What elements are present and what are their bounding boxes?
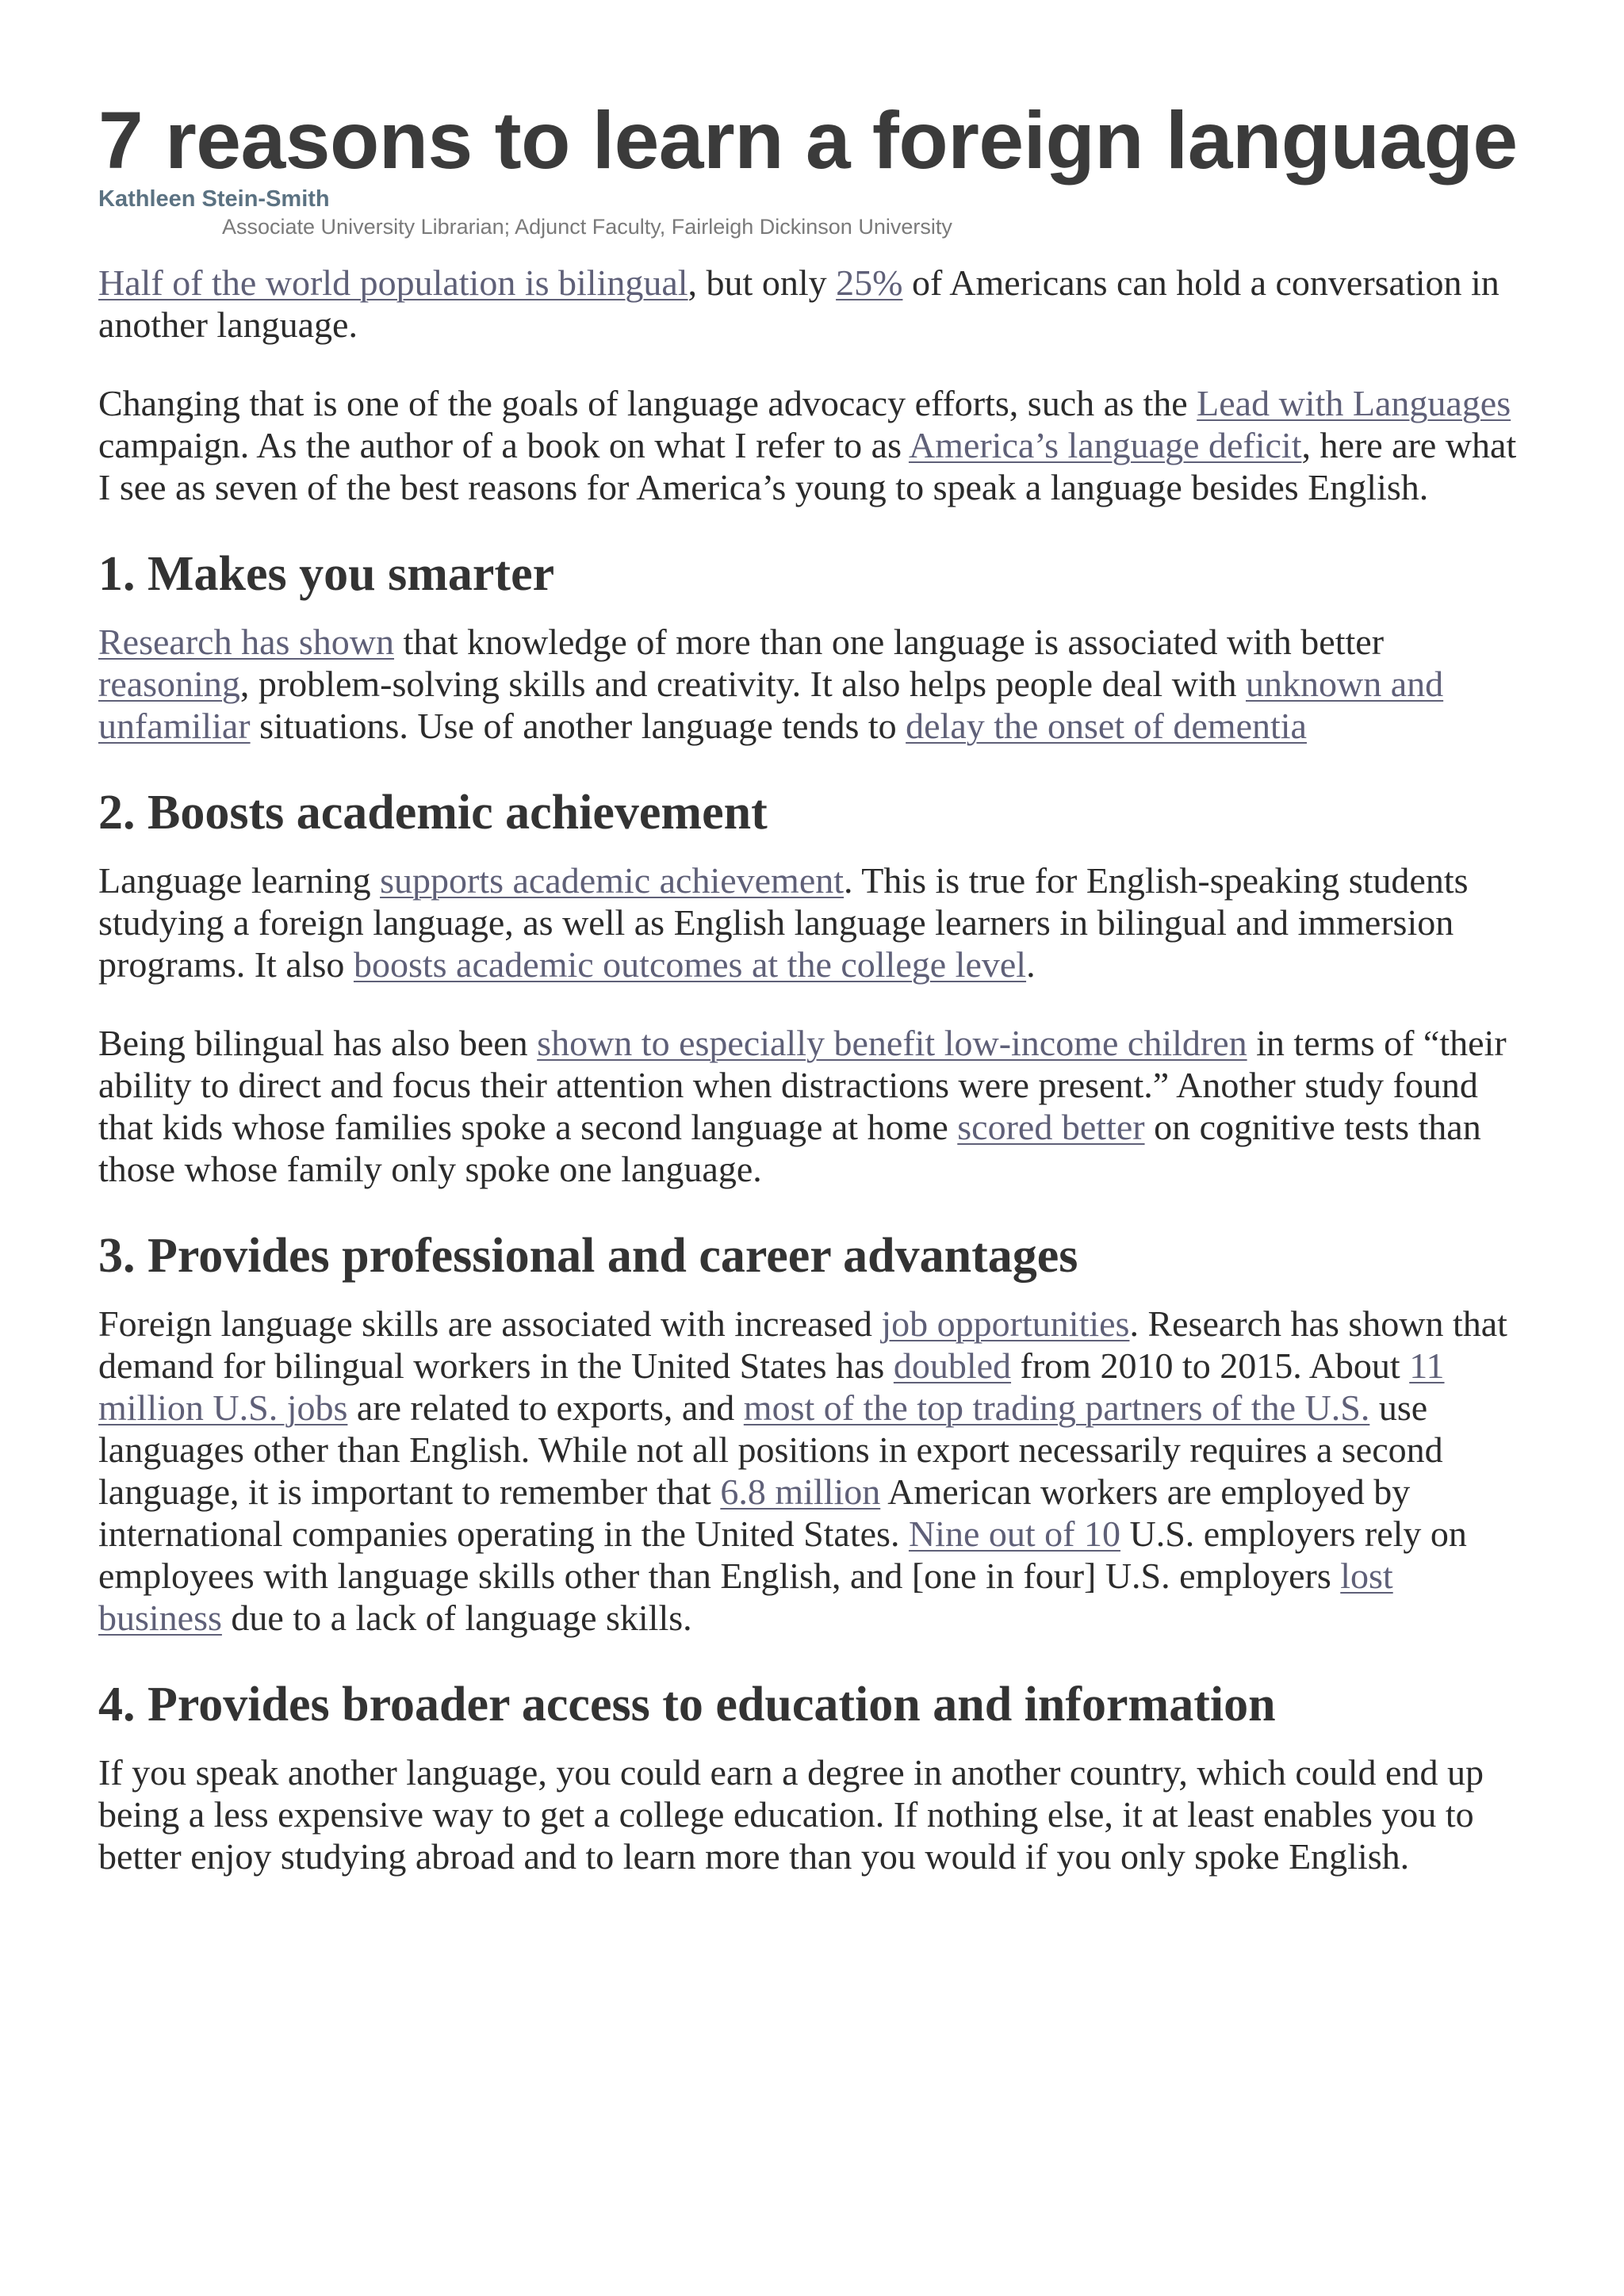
section-2-paragraph-1: Language learning supports academic achievement. This is true for English-speaking students studying a foreign language, as well as English language learners in bilingual and immersion programs. It also boosts academic outcomes at the college level. (98, 860, 1469, 985)
link-supports-academic-achievement[interactable]: supports academic achievement (380, 860, 845, 901)
link-bilingual-population[interactable]: Half of the world population is bilingual (98, 262, 688, 303)
section-heading-2: 2. Boosts academic achievement (98, 786, 768, 840)
link-lost-business[interactable]: lost business (98, 1556, 1393, 1638)
link-nine-out-of-10[interactable]: Nine out of 10 (908, 1513, 1120, 1554)
section-4-paragraph: If you speak another language, you could earn a degree in another country, which could end up being a less expensive way to get a college education. If nothing else, it at least enables you to better enjoy studying abroad and to learn more than you would if you only spoke English. (98, 1752, 1484, 1877)
link-11-million-jobs[interactable]: 11 million U.S. jobs (98, 1345, 1445, 1428)
link-trading-partners[interactable]: most of the top trading partners of the U.S. (743, 1387, 1370, 1428)
intro-paragraph-2: Changing that is one of the goals of language advocacy efforts, such as the Lead with Languages campaign. As the author of a book on what I refer to as America’s language deficit, here are what I see as seven of the best reasons for America’s young to speak a language besides English. (98, 383, 1517, 507)
intro-paragraph-1: Half of the world population is bilingual, but only 25% of Americans can hold a conversation in another language. (98, 262, 1500, 345)
link-6-8-million[interactable]: 6.8 million (720, 1471, 881, 1512)
author-name[interactable]: Kathleen Stein-Smith (98, 186, 330, 212)
link-unknown-unfamiliar[interactable]: unknown and unfamiliar (98, 664, 1444, 746)
article-title: 7 reasons to learn a foreign language (98, 95, 1518, 186)
link-lead-with-languages[interactable]: Lead with Languages (1197, 383, 1511, 423)
link-delay-dementia[interactable]: delay the onset of dementia (906, 706, 1307, 746)
link-research-has-shown[interactable]: Research has shown (98, 622, 395, 662)
section-2-paragraph-2: Being bilingual has also been shown to especially benefit low-income children in terms of “their ability to direct and focus their attention when distractions were present.” Another study found that kids whose families spoke a second language at home scored better on cognitive tests than those whose family only spoke one language. (98, 1023, 1507, 1189)
article (98, 94, 1526, 1877)
link-job-opportunities[interactable]: job opportunities (881, 1303, 1130, 1344)
link-college-outcomes[interactable]: boosts academic outcomes at the college level (353, 944, 1027, 985)
link-low-income-children[interactable]: shown to especially benefit low-income children (537, 1023, 1247, 1063)
author-affiliation: Associate University Librarian; Adjunct Faculty, Fairleigh Dickinson University (222, 215, 952, 239)
section-heading-4: 4. Provides broader access to education and information (98, 1678, 1276, 1732)
section-heading-1: 1. Makes you smarter (98, 547, 555, 601)
section-heading-3: 3. Provides professional and career advantages (98, 1229, 1078, 1283)
section-1-paragraph: Research has shown that knowledge of more than one language is associated with better reasoning, problem-solving skills and creativity. It also helps people deal with unknown and unfamiliar situations. Use of another language tends to delay the onset of dementia (98, 622, 1444, 746)
link-scored-better[interactable]: scored better (957, 1107, 1145, 1147)
section-3-paragraph: Foreign language skills are associated with increased job opportunities. Research has shown that demand for bilingual workers in the United States has doubled from 2010 to 2015. About 11 million U.S. jobs are related to exports, and most of the top trading partners of the U.S. use languages other than English. While not all positions in export necessarily requires a second language, it is important to remember that 6.8 million American workers are employed by international companies operating in the United States. Nine out of 10 U.S. employers rely on employees with language skills other than English, and [one in four] U.S. employers lost business due to a lack of language skills. (98, 1303, 1507, 1638)
link-reasoning[interactable]: reasoning (98, 664, 240, 704)
link-language-deficit[interactable]: America’s language deficit (908, 425, 1302, 465)
link-25-percent[interactable]: 25% (836, 262, 903, 303)
link-doubled[interactable]: doubled (893, 1345, 1012, 1386)
